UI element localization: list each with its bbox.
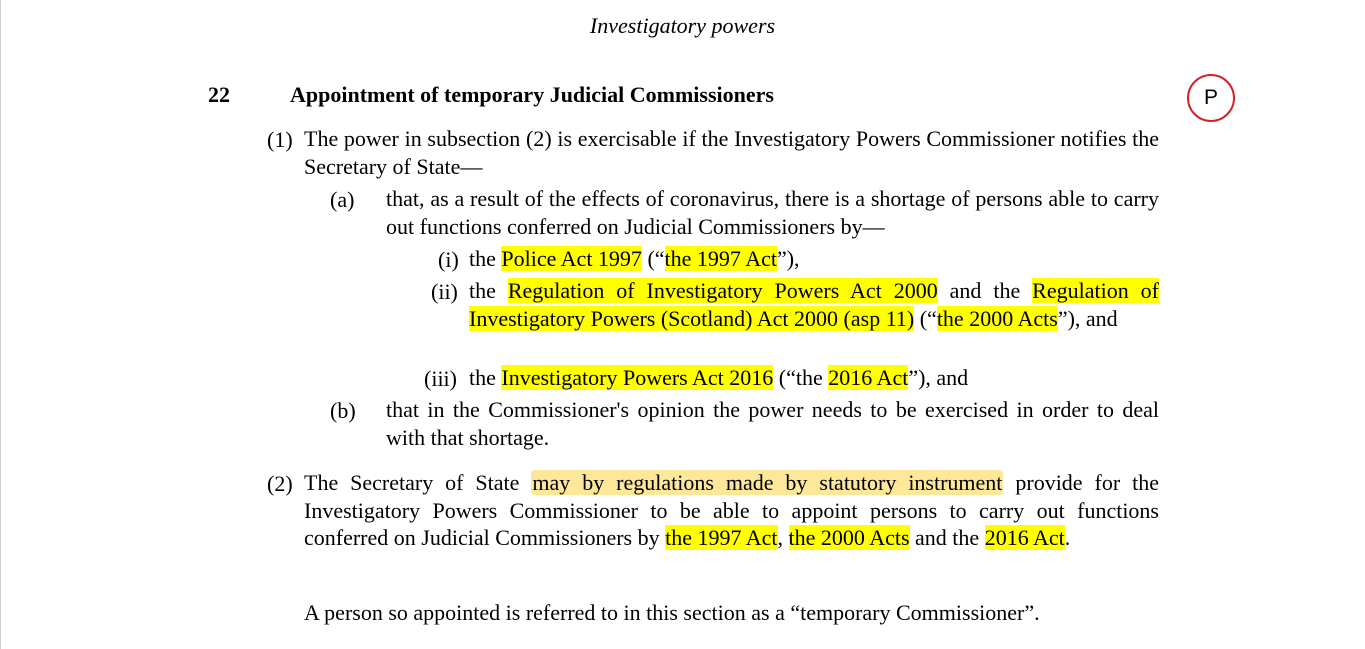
paragraph-b-text: that in the Commissioner's opinion the power needs to be exercised in order to deal with that shortage. — [386, 397, 1159, 450]
ipa-2016-link[interactable]: Investigatory Powers Act 2016 — [501, 365, 774, 390]
ripsa-2000-link[interactable]: Regulation of Investigatory Powers (Scotland) Act 2000 (asp 11) — [469, 278, 1159, 331]
i-mid: (“ — [641, 246, 665, 271]
subparagraph-iii-text — [469, 364, 1159, 392]
the-2016-act-term[interactable]: 2016 Act — [828, 365, 909, 390]
ii-and: and the — [937, 278, 1033, 303]
police-act-1997-link[interactable]: Police Act 1997 — [501, 246, 642, 271]
paragraph-b-number: (b) — [330, 398, 356, 423]
iii-mid: (“the — [773, 365, 829, 390]
page-left-border — [0, 0, 1, 649]
the-2000-acts-link[interactable]: the 2000 Acts — [788, 525, 910, 551]
subparagraph-i-text — [469, 245, 1159, 273]
iii-pre: the — [469, 365, 502, 390]
ripa-2000-link[interactable]: Regulation of Investigatory Powers Act 2000 — [507, 278, 938, 303]
subparagraph-i-number: (i) — [438, 247, 459, 272]
subsection-1-text: The power in subsection (2) is exercisable if the Investigatory Powers Commissioner notifies the Secretary of State— — [304, 126, 1159, 179]
paragraph-a-text: that, as a result of the effects of coronavirus, there is a shortage of persons able to carry out functions conferred on Judicial Commissioners by— — [386, 186, 1159, 239]
ii-post: ”), and — [1057, 305, 1118, 331]
subparagraph-ii-text — [469, 277, 1159, 332]
the-2000-acts-term[interactable]: the 2000 Acts — [936, 305, 1058, 331]
paragraph-a-number: (a) — [330, 187, 355, 212]
ii-mid: (“ — [914, 305, 937, 331]
iii-post: ”), and — [908, 365, 969, 390]
subparagraph-ii-number: (ii) — [431, 279, 458, 304]
s2-pre: The Secretary of State — [304, 470, 532, 495]
i-post: ”), — [776, 246, 800, 271]
section-title: Appointment of temporary Judicial Commissioners — [290, 82, 774, 107]
running-header: Investigatory powers — [589, 13, 776, 38]
subparagraph-iii-number: (iii) — [424, 366, 457, 391]
ii-pre: the — [469, 278, 508, 303]
temporary-commissioner-note: A person so appointed is referred to in this section as a “temporary Commissioner”. — [304, 600, 1040, 625]
the-1997-act-term[interactable]: the 1997 Act — [664, 246, 777, 271]
s2-comma: , — [777, 525, 789, 551]
provision-badge[interactable]: P — [1187, 74, 1235, 122]
s2-post: provide for the Investigatory Powers Commissioner to be able to appoint persons to carry out functions conferred on Judicial Commissioners by — [304, 470, 1159, 551]
s2-end: . — [1064, 525, 1071, 551]
subsection-2-number: (2) — [267, 471, 293, 496]
the-2016-act-link[interactable]: 2016 Act — [984, 525, 1065, 551]
i-pre: the — [469, 246, 502, 271]
power-phrase-highlight[interactable]: may by regulations made by statutory instrument — [532, 470, 1003, 495]
the-1997-act-link[interactable]: the 1997 Act — [665, 525, 778, 551]
section-number: 22 — [208, 82, 230, 107]
s2-and: and the — [909, 525, 985, 551]
subsection-2-text — [304, 469, 1159, 552]
subsection-1-number: (1) — [267, 127, 293, 152]
